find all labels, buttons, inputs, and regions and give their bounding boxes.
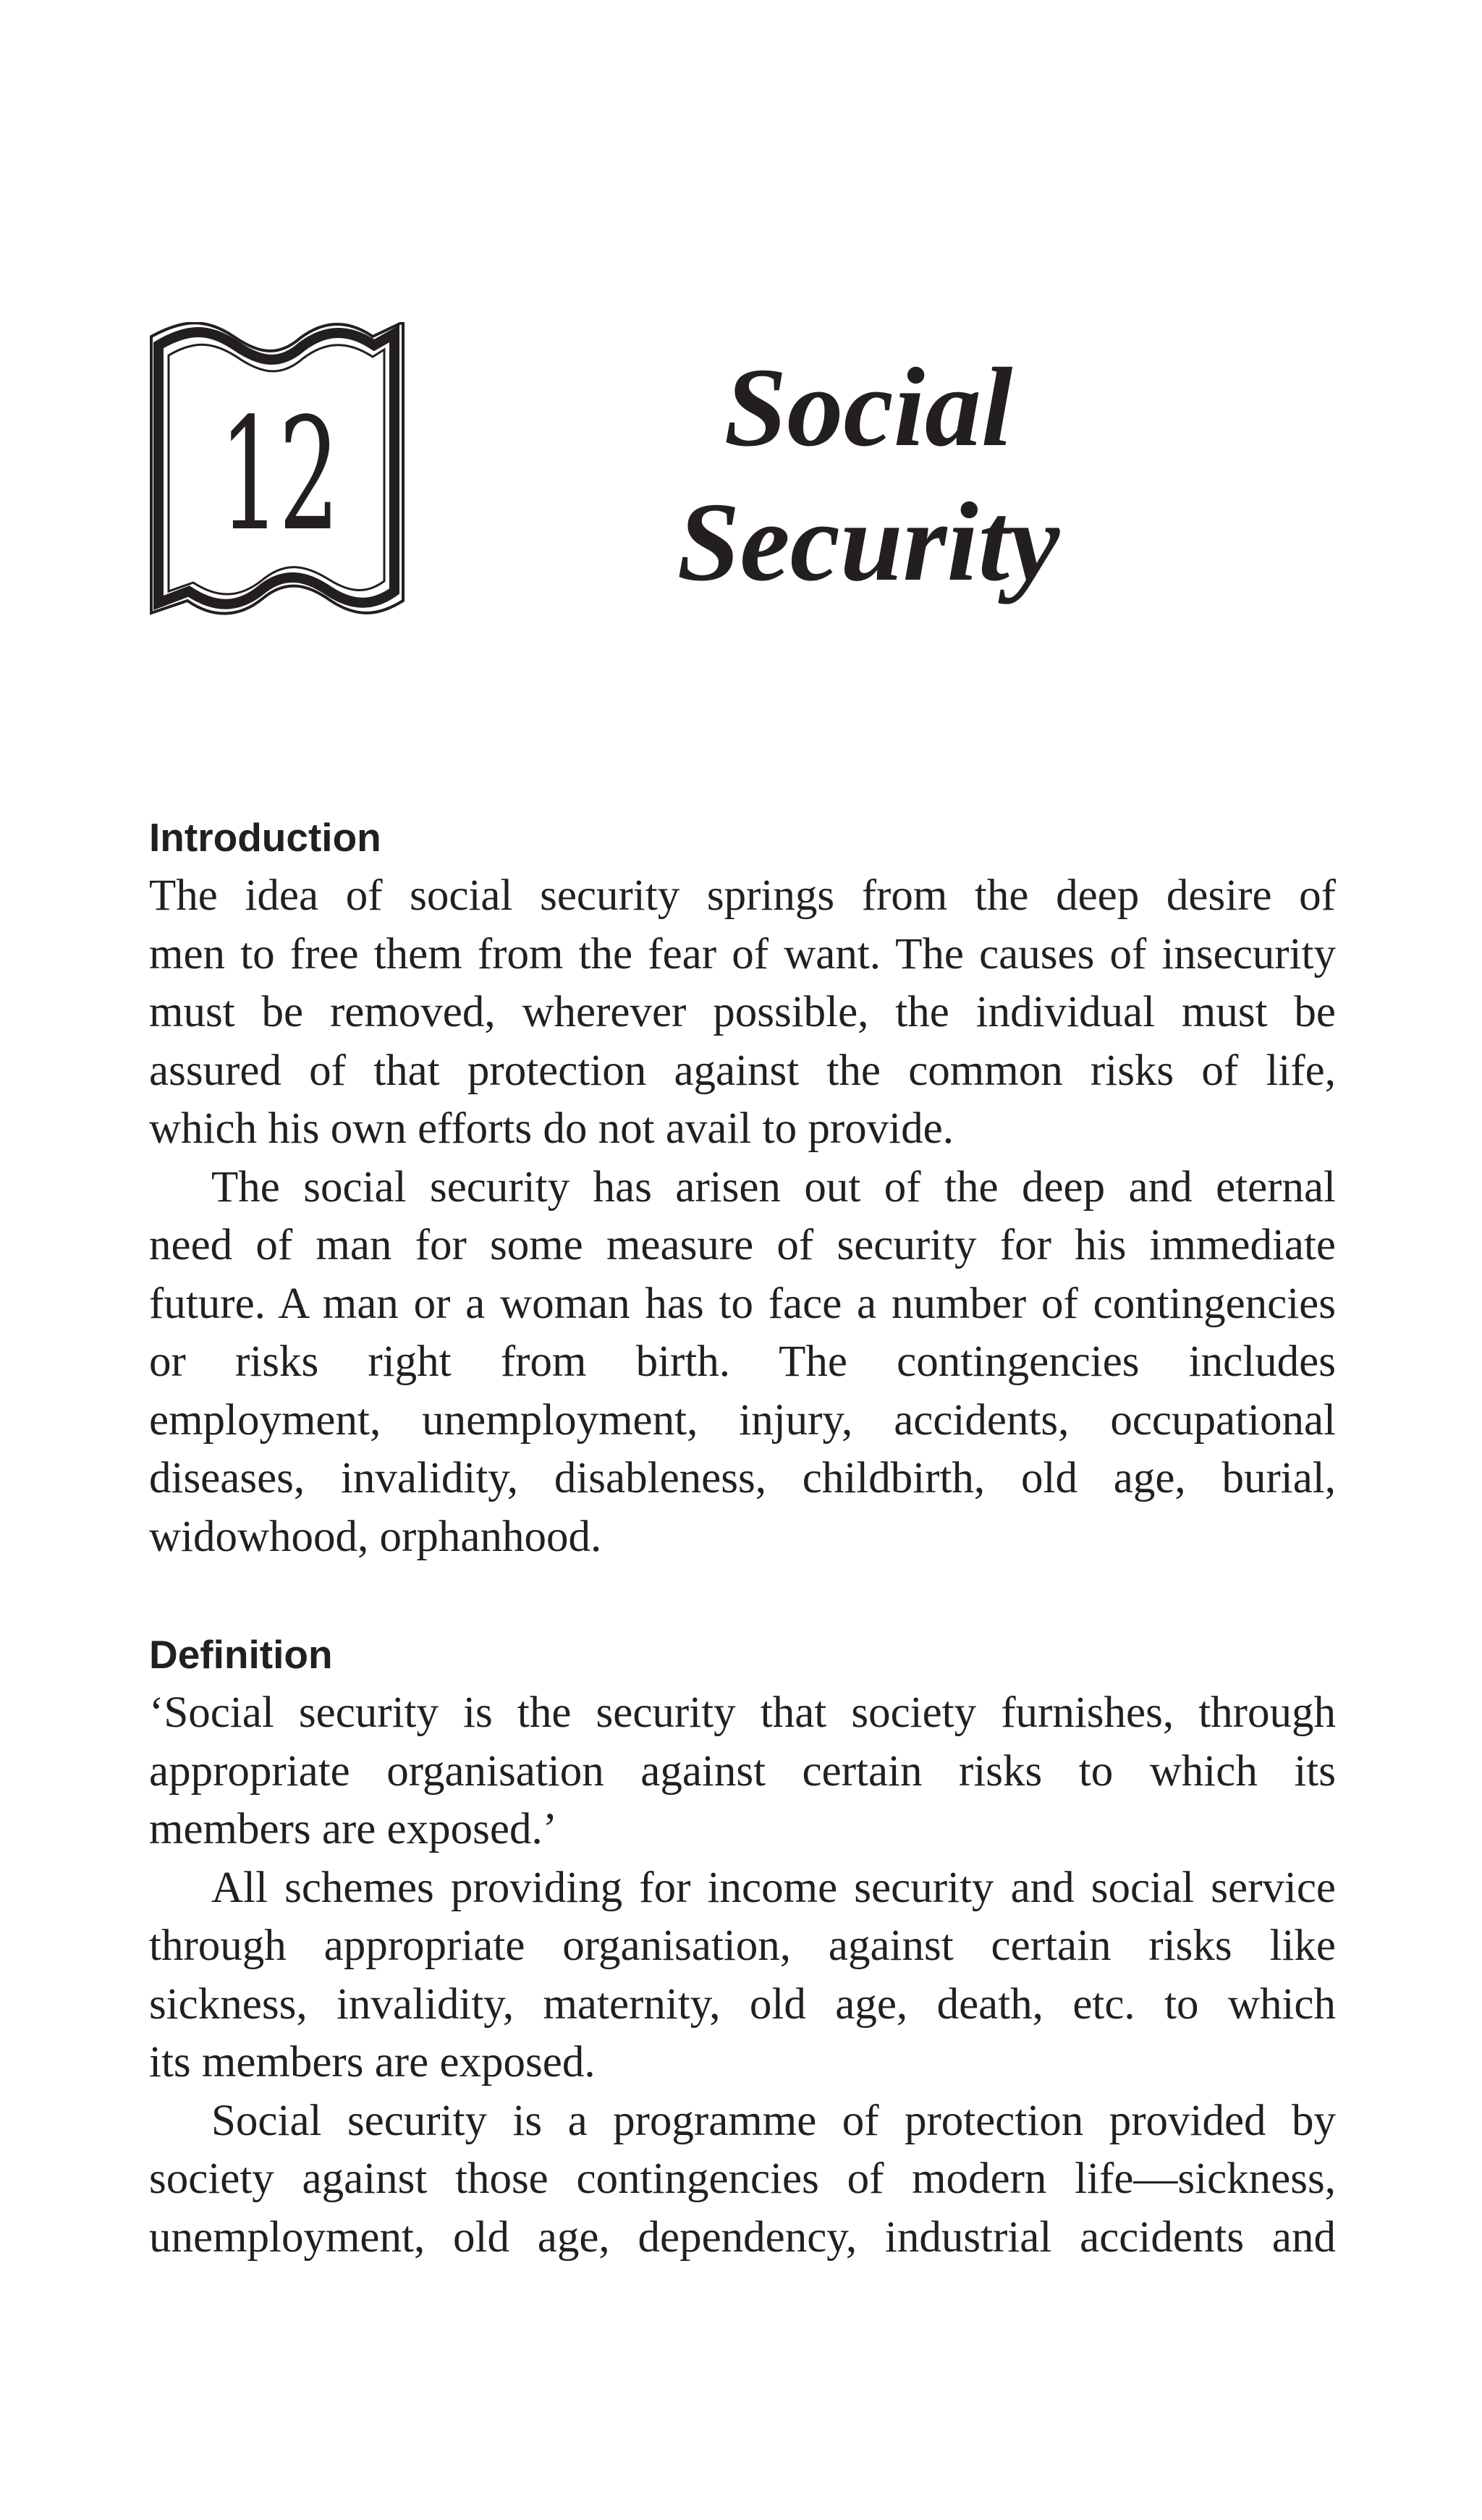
text-line: ‘Social security is the security that society furnishes, through <box>149 1688 1336 1737</box>
text-line: society against those contingencies of modern life—sickness, <box>149 2155 1336 2203</box>
text-line: appropriate organisation against certain risks to which its <box>149 1746 1336 1796</box>
chapter-title-line-1: Social <box>724 344 1013 470</box>
text-line: its members are exposed. <box>149 2038 596 2086</box>
section-spacer <box>149 1566 1336 1628</box>
text-line: members are exposed.’ <box>149 1805 558 1853</box>
section-heading-introduction: Introduction <box>149 815 381 860</box>
chapter-number: 12 <box>219 385 338 565</box>
text-line: which his own efforts do not avail to provide. <box>149 1104 954 1153</box>
text-line: or risks right from birth. The contingencies includes <box>149 1337 1336 1386</box>
chapter-body <box>149 811 1336 2267</box>
text-line: assured of that protection against the common risks of life, <box>149 1046 1336 1095</box>
text-line: All schemes providing for income security and social service <box>211 1863 1336 1912</box>
text-line: The idea of social security springs from the deep desire of <box>149 871 1336 920</box>
chapter-title <box>637 340 1100 609</box>
text-line: must be removed, wherever possible, the individual must be <box>149 988 1336 1036</box>
text-line: sickness, invalidity, maternity, old age, death, etc. to which <box>149 1979 1336 2029</box>
text-line: employment, unemployment, injury, accidents, occupational <box>149 1395 1336 1445</box>
introduction-paragraph-2 <box>149 1159 1336 1567</box>
text-line: diseases, invalidity, disableness, childbirth, old age, burial, <box>149 1454 1336 1502</box>
chapter-title-line-2: Security <box>677 479 1060 604</box>
section-heading-definition: Definition <box>149 1632 333 1677</box>
text-line: Social security is a programme of protection provided by <box>211 2096 1336 2145</box>
chapter-number-badge <box>148 322 409 615</box>
text-line: future. A man or a woman has to face a number of contingencies <box>149 1279 1336 1328</box>
text-line: men to free them from the fear of want. The causes of insecurity <box>149 929 1336 978</box>
definition-paragraph-1 <box>149 1684 1336 1859</box>
text-line: The social security has arisen out of the deep and eternal <box>211 1162 1336 1212</box>
definition-paragraph-3 <box>149 2092 1336 2267</box>
text-line: unemployment, old age, dependency, industrial accidents and <box>149 2212 1336 2262</box>
text-line: need of man for some measure of security for his immediate <box>149 1221 1336 1269</box>
text-line: through appropriate organisation, against certain risks like <box>149 1921 1336 1970</box>
text-line: widowhood, orphanhood. <box>149 1512 602 1561</box>
definition-paragraph-2 <box>149 1859 1336 2092</box>
introduction-paragraph-1 <box>149 867 1336 1159</box>
